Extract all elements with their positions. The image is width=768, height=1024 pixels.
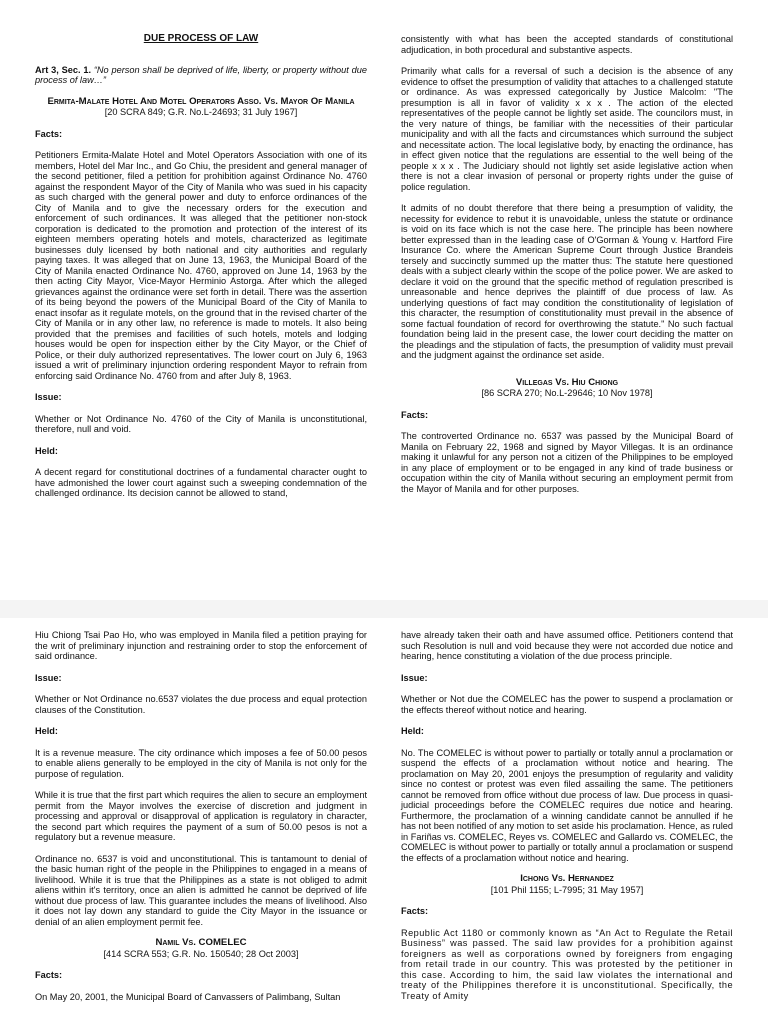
- article-quote: “No person shall be deprived of life, liberty, or property without due process of law…”: [35, 64, 367, 85]
- facts-text: Petitioners Ermita-Malate Hotel and Motel Operators Association with one of its members, Hotel del Mar Inc., and Go Chiu, the president and general manager of the second petitioner, filed a petition for prohibition against Ordinance No. 4760 against the respondent Mayor of the City of Manila who was sued in his capacity as such charged with the general power and duty to enforce ordinances of the City of Manila and to give the necessary orders for the execution and enforcement of such ordinances. It was alleged that the petitioner non-stock corporation is dedicated to the promotion and protection of the interest of its eighteen members operating hotels and motels, characterized as legitimate businesses duly licensed by both national and city authorities and regularly paying taxes. It was alleged that on June 13, 1963, the Municipal Board of the City of Manila enacted Ordinance No. 4760, approved on June 14, 1963 by the then acting City Mayor, Vice-Mayor Herminio Astorga. After which the alleged grievances against the ordinance were set forth in detail. There was the assertion of its being beyond the powers of the Municipal Board of the City of Manila to enact insofar as it regulate motels, on the ground that in the revised charter of the City of Manila or in any other law, no reference is made to motels. It also being provided that the premises and facilities of such hotels, motels and lodging houses would be open for inspection either by the City Mayor, or the Chief of Police, or their duly authorized representatives. The lower court on July 6, 1963 issued a writ of preliminary injunction ordering respondent Mayor to refrain from enforcing said Ordinance No. 4760 from and after July 8, 1963.: [35, 150, 367, 381]
- held-paragraph: Ordinance no. 6537 is void and unconstitutional. This is tantamount to denial of the basic human right of the people in the Philippines to engaged in a means of livelihood. While it is true that the Philippines as a state is not obliged to admit aliens within it's territory, once an alien is admitted he cannot be deprived of life without due process of law. This guarantee includes the means of livelihood. Also it does not lay down any standard to guide the City Mayor in the issuance or denial of an alien employment permit fee.: [35, 853, 367, 927]
- case-title: Villegas Vs. Hiu Chiong: [515, 376, 619, 388]
- case-citation: [20 SCRA 849; G.R. No.L-24693; 31 July 1967]: [104, 107, 298, 117]
- left-column: [35, 630, 367, 1013]
- issue-text: Whether or Not Ordinance No. 4760 of the City of Manila is unconstitutional, therefore, null and void.: [35, 413, 367, 434]
- facts-continued-text: Hiu Chiong Tsai Pao Ho, who was employed in Manila filed a petition praying for the writ of preliminary injunction and restraining order to stop the enforcement of said ordinance.: [35, 630, 367, 661]
- document-title: DUE PROCESS OF LAW: [143, 33, 259, 44]
- facts-heading: Facts:: [35, 128, 63, 139]
- held-paragraph: It is a revenue measure. The city ordinance which imposes a fee of 50.00 pesos to enable aliens generally to be employed in the city of Manila is not only for the purpose of regulation.: [35, 747, 367, 779]
- page-gap: [0, 600, 768, 618]
- held-paragraph: While it is true that the first part which requires the alien to secure an employment permit from the Mayor involves the exercise of discretion and judgment in processing and approval or disapproval of application is regulatory in character, the second part which requires the payment of a sum of 50.00 pesos is not a regulatory but a revenue measure.: [35, 790, 367, 842]
- held-continued-text: consistently with what has been the accepted standards of constitutional adjudication, in both procedural and substantive aspects.: [401, 34, 733, 55]
- case-citation: [101 Phil 1155; L-7995; 31 May 1957]: [490, 884, 644, 895]
- facts-heading: Facts:: [401, 906, 429, 916]
- document-page-bottom: [0, 618, 768, 1024]
- issue-heading: Issue:: [401, 672, 428, 683]
- right-column: [401, 630, 733, 1012]
- facts-heading: Facts:: [401, 409, 429, 420]
- facts-text: The controverted Ordinance no. 6537 was passed by the Municipal Board of Manila on February 22, 1968 and signed by Mayor Villegas. It is an ordinance making it unlawful for any person not a citizen of the Philippines to be employed in any place of employment or to be engaged in any kind of trade business or occupation within the city of Manila without securing an employment permit from the Mayor of Manila and for other purposes.: [401, 431, 733, 494]
- held-text: A decent regard for constitutional doctrines of a fundamental character ought to have admonished the lower court against such a sweeping condemnation of the challenged ordinance. Its decision cannot be allowed to stand,: [35, 467, 367, 498]
- facts-continued-text: have already taken their oath and have assumed office. Petitioners contend that such Resolution is null and void because they were not accorded due notice and hearing, hence constituting a violation of the due process principle.: [401, 630, 733, 661]
- issue-heading: Issue:: [35, 672, 62, 683]
- held-text: No. The COMELEC is without power to partially or totally annul a proclamation or suspend the effects of a proclamation without notice and hearing. The proclamation on May 20, 2001 enjoys the presumption of regularity and validity since no contest or protest was even filed assailing the same. The petitioners cannot be removed from office without due process of law. Due process in quasi-judicial proceedings before the COMELEC requires due notice and hearing. Furthermore, the proclamation of a winning candidate cannot be annulled if he has not been notified of any motion to set aside his proclamation. Hence, as ruled in Fariñas vs. COMELEC, Reyes vs. COMELEC and Gallardo vs. COMELEC, the COMELEC is without power to partially or totally annul a proclamation or suspend the effects of a proclamation without notice and hearing.: [401, 747, 733, 863]
- article-paragraph: [35, 65, 367, 86]
- left-column: [35, 34, 367, 510]
- case-citation: [86 SCRA 270; No.L-29646; 10 Nov 1978]: [481, 388, 653, 398]
- article-label: Art 3, Sec. 1.: [35, 64, 92, 75]
- issue-heading: Issue:: [35, 392, 62, 402]
- facts-text: On May 20, 2001, the Municipal Board of Canvassers of Palimbang, Sultan: [35, 991, 341, 1002]
- held-paragraph: Primarily what calls for a reversal of such a decision is the absence of any evidence to offset the presumption of validity that attaches to a challenged statute or ordinance. As was expressed categorically by Justice Malcolm: "The presumption is all in favor of validity x x x . The action of the elected representatives of the people cannot be lightly set aside. The councilors must, in the very nature of things, be familiar with the necessities of their particular municipality and with all the facts and circumstances which surround the subject and necessitate action. The local legislative body, by enacting the ordinance, has in effect given notice that the regulations are essential to the well being of the people x x x . The Judiciary should not lightly set aside legislative action when there is not a clear invasion of personal or property rights under the guise of police regulation.: [401, 66, 733, 192]
- issue-text: Whether or Not due the COMELEC has the power to suspend a proclamation or the effects thereof without notice and hearing.: [401, 694, 733, 715]
- issue-text: Whether or Not Ordinance no.6537 violates the due process and equal protection clauses of the Constitution.: [35, 694, 367, 715]
- held-heading: Held:: [401, 726, 424, 736]
- facts-heading: Facts:: [35, 970, 63, 980]
- facts-text: Republic Act 1180 or commonly known as “An Act to Regulate the Retail Business” was passed. The said law provides for a prohibition against foreigners as well as corporations owned by foreigners from engaging from retail trade in our country. This was protested by the petitioner in this case. According to him, the said law violates the international and treaty of the Philippines therefore it is unconstitutional. Specifically, the Treaty of Amity: [401, 927, 733, 1001]
- held-paragraph: It admits of no doubt therefore that there being a presumption of validity, the necessity for evidence to rebut it is unavoidable, unless the statute or ordinance is void on its face which is not the case here. The principle has been nowhere better expressed than in the leading case of O'Gorman & Young v. Hartford Fire Insurance Co. where the American Supreme Court through Justice Brandeis tersely and succinctly summed up the matter thus: The statute here questioned deals with a subject clearly within the scope of the police power. We are asked to declare it void on the ground that the specific method of regulation prescribed is unreasonable and hence deprives the plaintiff of due process of law. As underlying questions of fact may condition the constitutionality of legislation of this character, the resumption of constitutionality must prevail in the absence of some factual foundation of record for overthrowing the statute." No such factual foundation being laid in the present case, the lower court deciding the matter on the pleadings and the stipulation of facts, the presumption of validity must prevail and the judgment against the ordinance set aside.: [401, 203, 733, 360]
- right-column: [401, 34, 733, 505]
- case-citation: [414 SCRA 553; G.R. No. 150540; 28 Oct 2003]: [103, 948, 299, 959]
- case-title: Namil Vs. COMELEC: [155, 937, 247, 948]
- case-title: Ichong Vs. Hernandez: [520, 873, 614, 884]
- case-title: Ermita-Malate Hotel And Motel Operators Asso. Vs. Mayor Of Manila: [47, 95, 355, 107]
- held-heading: Held:: [35, 445, 58, 456]
- held-heading: Held:: [35, 726, 58, 736]
